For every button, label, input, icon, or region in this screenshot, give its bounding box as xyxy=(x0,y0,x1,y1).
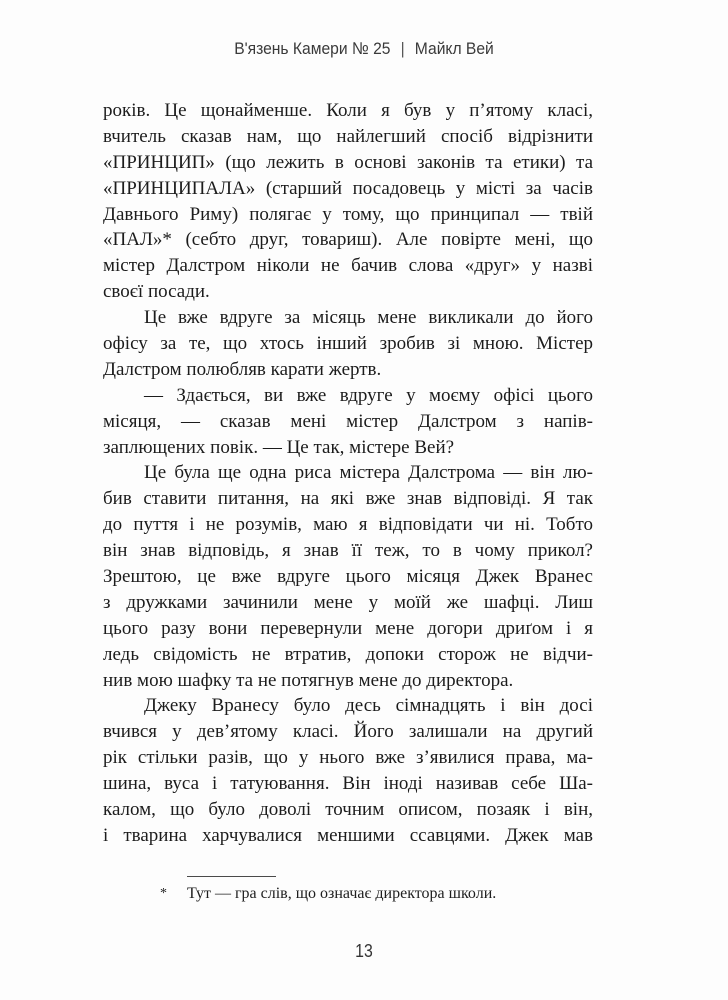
text-line: вчитель сказав нам, що найлегший спосіб відрізнити xyxy=(103,125,593,147)
text-line: шина, вуса і татуювання. Він іноді називав себе Ша- xyxy=(103,773,593,795)
text-line: заплющених повік. — Це так, містере Вей? xyxy=(103,436,455,458)
text-line: Зрештою, це вже вдруге цього місяця Джек Вранес xyxy=(103,566,593,588)
text-line: Давнього Риму) полягає у тому, що принципал — твій xyxy=(103,203,593,225)
text-line: Джеку Вранесу було десь сімнадцять і він досі xyxy=(144,695,593,717)
text-line: «ПРИНЦИП» (що лежить в основі законів та етики) та xyxy=(103,151,593,173)
footnote xyxy=(103,883,593,905)
text-line: нив мою шафку та не потягнув мене до директора. xyxy=(103,669,514,691)
footnote-marker: * xyxy=(160,886,167,901)
book-title: В'язень Камери № 25 xyxy=(234,39,391,58)
text-line: цього разу вони перевернули мене догори дриґом і я xyxy=(103,617,593,639)
text-line: офісу за те, що хтось інший зробив зі мною. Містер xyxy=(103,333,593,355)
text-line: ледь свідомість не втратив, допоки сторож не відчи- xyxy=(103,643,593,665)
text-line: Це вже вдруге за місяць мене викликали до його xyxy=(144,307,593,329)
text-line: він знав відповідь, я знав її теж, то в чому прикол? xyxy=(103,540,593,562)
text-line: «ПАЛ»* (себто друг, товариш). Але повірте мені, що xyxy=(103,229,593,251)
body-text xyxy=(103,98,593,849)
page-number: 13 xyxy=(355,941,373,961)
text-line: років. Це щонайменше. Коли я був у п’ятому класі, xyxy=(103,100,593,121)
text-line: Це була ще одна риса містера Далстрома — він лю- xyxy=(144,462,593,484)
text-line: вчився у дев’ятому класі. Його залишали на другий xyxy=(103,721,593,743)
text-line: місяця, — сказав мені містер Далстром з напів- xyxy=(103,410,593,432)
author-name: Майкл Вей xyxy=(414,39,494,58)
text-line: містер Далстром ніколи не бачив слова «друг» у назві xyxy=(103,255,593,277)
text-line: з дружками зачинили мене у моїй же шафці. Лиш xyxy=(103,591,593,613)
running-header xyxy=(29,40,699,58)
text-line: до пуття і не розумів, маю я відповідати чи ні. Тобто xyxy=(103,514,593,536)
footnote-text: Тут — гра слів, що означає директора школи. xyxy=(187,885,497,902)
text-line: калом, що було доволі точним описом, позаяк і він, xyxy=(103,799,593,821)
text-line: бив ставити питання, на які вже знав відповіді. Я так xyxy=(103,488,593,510)
footnote-rule xyxy=(187,876,276,877)
header-separator: | xyxy=(400,39,405,58)
text-line: — Здається, ви вже вдруге у моєму офісі цього xyxy=(144,384,593,406)
text-line: і тварина харчувалися меншими ссавцями. Джек мав xyxy=(103,824,593,846)
text-line: рік стільки разів, що у нього вже з’явилися права, ма- xyxy=(103,747,593,769)
text-line: своєї посади. xyxy=(103,281,210,303)
text-line: «ПРИНЦИПАЛА» (старший посадовець у місті за часів xyxy=(103,177,593,199)
text-line: Далстром полюбляв карати жертв. xyxy=(103,358,382,380)
